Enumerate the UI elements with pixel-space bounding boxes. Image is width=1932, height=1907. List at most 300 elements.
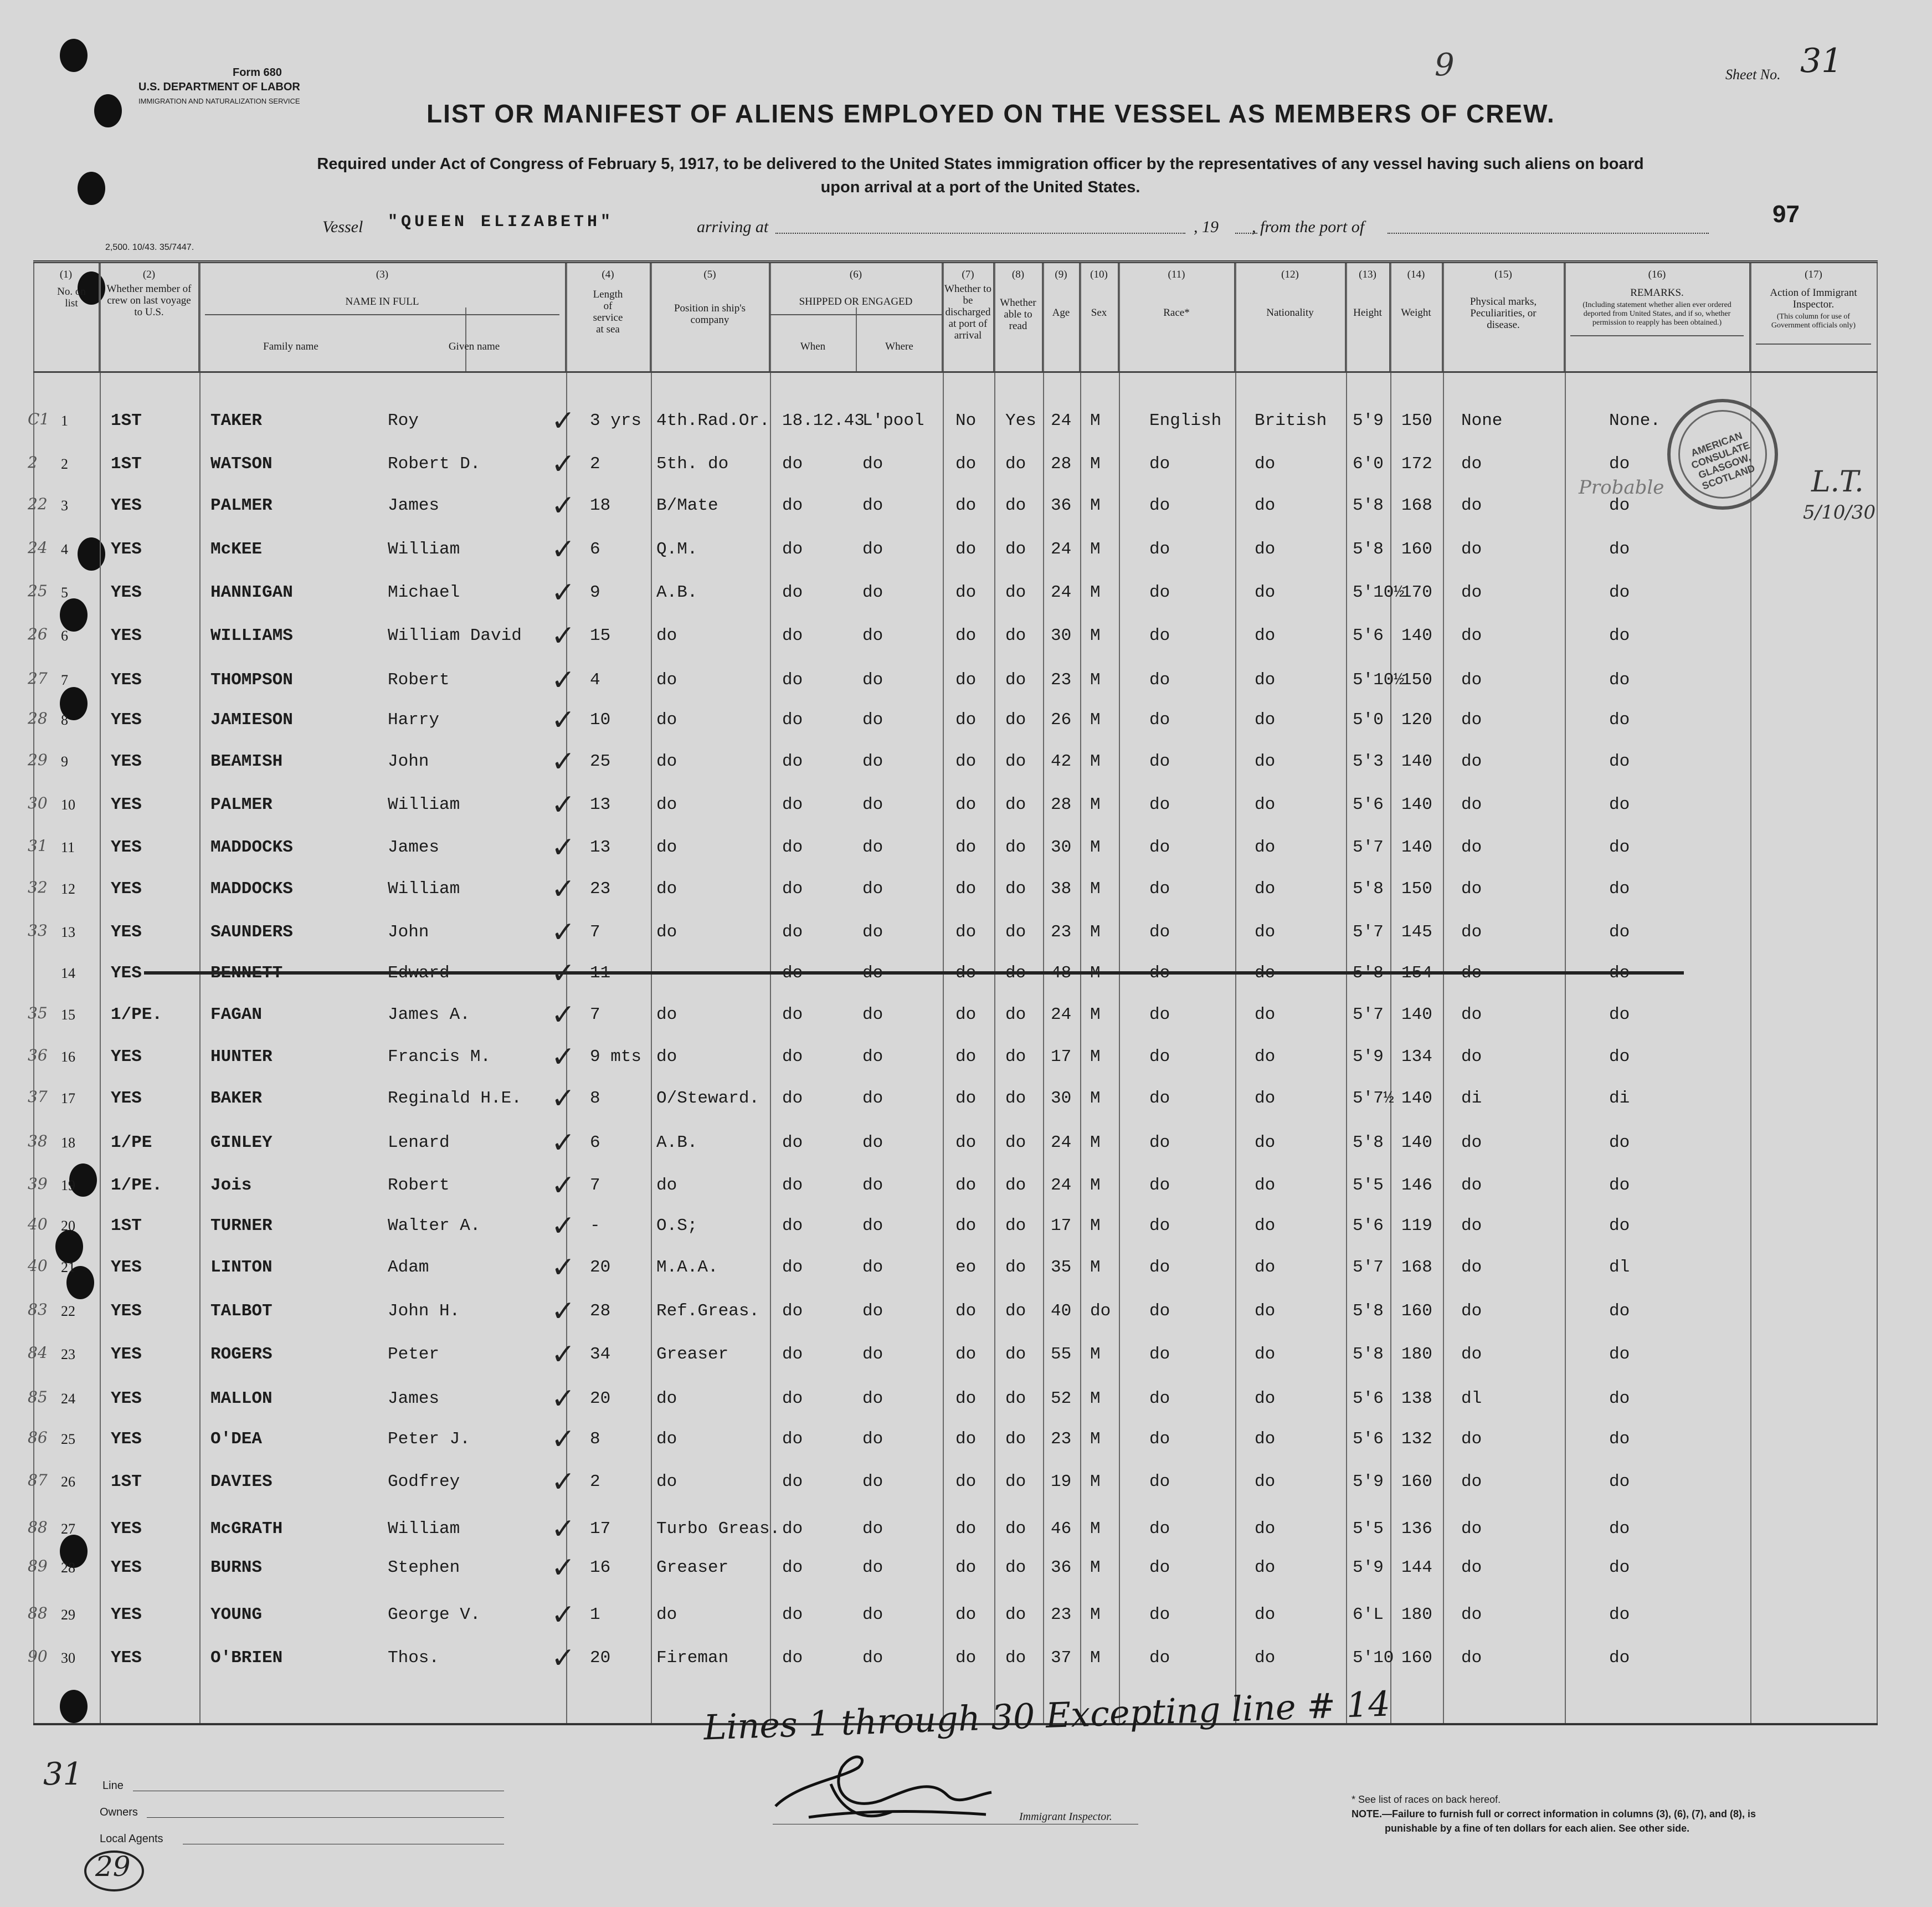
row-number-cell: 22 (61, 1303, 75, 1319)
physical-marks-cell: do (1461, 1258, 1482, 1277)
weight-cell: 150 (1401, 879, 1432, 899)
age-cell: 24 (1051, 1176, 1072, 1195)
nationality-cell: do (1255, 795, 1276, 814)
length-of-service-cell: 13 (590, 795, 611, 814)
sex-cell: M (1090, 1258, 1101, 1277)
height-cell: 5'9 (1353, 1472, 1384, 1491)
checkmark-icon: ✓ (551, 1382, 576, 1416)
circled-mark-value: 29 (95, 1850, 131, 1883)
physical-marks-cell: do (1461, 752, 1482, 771)
margin-number: 84 (28, 1344, 48, 1362)
weight-cell: 168 (1401, 496, 1432, 515)
length-of-service-cell: 9 mts (590, 1047, 642, 1067)
row-number-cell: 6 (61, 628, 68, 644)
shipped-where-cell: do (862, 496, 883, 515)
able-to-read-cell: do (1005, 838, 1026, 857)
length-of-service-cell: 18 (590, 496, 611, 515)
nationality-cell: do (1255, 626, 1276, 645)
crew-last-voyage-cell: 1/PE. (111, 1176, 163, 1195)
col-header-13: (13) Height (1346, 263, 1390, 371)
able-to-read-cell: do (1005, 496, 1026, 515)
top-mark: 9 (1435, 47, 1455, 83)
length-of-service-cell: 11 (590, 963, 611, 983)
position-cell: do (656, 1429, 677, 1449)
race-cell: do (1149, 1389, 1170, 1408)
weight-cell: 119 (1401, 1216, 1432, 1236)
able-to-read-cell: do (1005, 1047, 1026, 1067)
length-of-service-cell: 20 (590, 1389, 611, 1408)
family-name-cell: BAKER (210, 1089, 263, 1108)
given-name-cell: John H. (388, 1301, 460, 1321)
family-name-cell: WILLIAMS (210, 626, 293, 645)
crew-last-voyage-cell: YES (111, 1605, 142, 1624)
weight-cell: 136 (1401, 1519, 1432, 1539)
sex-cell: M (1090, 922, 1101, 942)
shipped-where-cell: do (862, 1519, 883, 1539)
crew-last-voyage-cell: 1/PE (111, 1133, 152, 1152)
given-name-cell: James (388, 838, 440, 857)
shipped-when-cell: do (782, 1047, 803, 1067)
race-cell: do (1149, 963, 1170, 983)
physical-marks-cell: do (1461, 626, 1482, 645)
length-of-service-cell: 23 (590, 879, 611, 899)
year-prefix: , 19 (1194, 218, 1219, 236)
position-cell: do (656, 1176, 677, 1195)
able-to-read-cell: do (1005, 1258, 1026, 1277)
given-name-cell: Stephen (388, 1558, 460, 1577)
length-of-service-cell: 2 (590, 1472, 600, 1491)
family-name-cell: MALLON (210, 1389, 273, 1408)
shipped-where-cell: do (862, 626, 883, 645)
family-name-cell: HUNTER (210, 1047, 273, 1067)
able-to-read-cell: do (1005, 583, 1026, 602)
nationality-cell: do (1255, 583, 1276, 602)
given-name-cell: Robert D. (388, 454, 481, 474)
remarks-cell: do (1609, 1176, 1630, 1195)
col-header-8: (8) Whether able to read (994, 263, 1043, 371)
length-of-service-cell: 7 (590, 1005, 600, 1024)
sex-cell: M (1090, 454, 1101, 474)
to-be-discharged-cell: do (955, 540, 977, 559)
table-row (28, 1126, 1878, 1160)
crew-last-voyage-cell: YES (111, 1345, 142, 1364)
height-cell: 5'6 (1353, 795, 1384, 814)
remarks-cell: do (1609, 1648, 1630, 1668)
physical-marks-cell: do (1461, 1472, 1482, 1491)
crew-last-voyage-cell: YES (111, 540, 142, 559)
position-cell: do (656, 879, 677, 899)
shipped-where-cell: do (862, 963, 883, 983)
row-number-cell: 24 (61, 1391, 75, 1407)
weight-cell: 145 (1401, 922, 1432, 942)
sex-cell: do (1090, 1301, 1111, 1321)
physical-marks-cell: do (1461, 670, 1482, 690)
race-cell: do (1149, 583, 1170, 602)
table-row (28, 704, 1878, 737)
nationality-cell: do (1255, 1429, 1276, 1449)
table-row (28, 1551, 1878, 1585)
checkmark-icon: ✓ (551, 1209, 576, 1243)
shipped-when-cell: do (782, 838, 803, 857)
to-be-discharged-cell: do (955, 1005, 977, 1024)
nationality-cell: do (1255, 1519, 1276, 1539)
table-row (28, 576, 1878, 609)
sex-cell: M (1090, 1519, 1101, 1539)
shipped-where-cell: do (862, 1176, 883, 1195)
port-field[interactable] (1388, 233, 1709, 234)
shipped-when-cell: do (782, 879, 803, 899)
shipped-where-cell: do (862, 710, 883, 730)
crew-last-voyage-cell: YES (111, 1429, 142, 1449)
arriving-label: arriving at (697, 218, 769, 236)
family-name-cell: McKEE (210, 540, 263, 559)
position-cell: do (656, 626, 677, 645)
race-cell: do (1149, 1429, 1170, 1449)
height-cell: 5'6 (1353, 626, 1384, 645)
sex-cell: M (1090, 1133, 1101, 1152)
shipped-when-cell: do (782, 963, 803, 983)
lines-note: Lines 1 through 30 Excepting line # 14 (703, 1683, 1391, 1748)
race-cell: do (1149, 496, 1170, 515)
crew-last-voyage-cell: YES (111, 879, 142, 899)
sheet-mark: 31 (43, 1756, 83, 1792)
weight-cell: 140 (1401, 1005, 1432, 1024)
weight-cell: 140 (1401, 838, 1432, 857)
position-cell: 5th. do (656, 454, 729, 474)
family-name-cell: LINTON (210, 1258, 273, 1277)
remarks-cell: do (1609, 1133, 1630, 1152)
crew-last-voyage-cell: 1ST (111, 1472, 142, 1491)
margin-number: C1 (28, 410, 50, 428)
table-row (28, 1513, 1878, 1546)
shipped-where-cell: do (862, 1089, 883, 1108)
physical-marks-cell: do (1461, 922, 1482, 942)
nationality-cell: British (1255, 411, 1327, 430)
race-cell: do (1149, 1258, 1170, 1277)
weight-cell: 172 (1401, 454, 1432, 474)
age-cell: 38 (1051, 879, 1072, 899)
to-be-discharged-cell: do (955, 1472, 977, 1491)
to-be-discharged-cell: do (955, 1648, 977, 1668)
table-row (28, 1642, 1878, 1675)
able-to-read-cell: do (1005, 963, 1026, 983)
physical-marks-cell: do (1461, 1519, 1482, 1539)
race-cell: do (1149, 795, 1170, 814)
shipped-where-cell: do (862, 1345, 883, 1364)
family-name-cell: TURNER (210, 1216, 273, 1236)
remarks-cell: do (1609, 1429, 1630, 1449)
position-cell: do (656, 670, 677, 690)
shipped-when-cell: do (782, 626, 803, 645)
row-number-cell: 3 (61, 498, 68, 514)
shipped-where-cell: do (862, 879, 883, 899)
physical-marks-cell: do (1461, 963, 1482, 983)
height-cell: 5'7 (1353, 838, 1384, 857)
able-to-read-cell: do (1005, 1176, 1026, 1195)
physical-marks-cell: do (1461, 1429, 1482, 1449)
height-cell: 5'5 (1353, 1519, 1384, 1539)
margin-number: 38 (28, 1132, 48, 1150)
arriving-field[interactable] (775, 233, 1185, 234)
able-to-read-cell: do (1005, 752, 1026, 771)
punch-hole (60, 39, 88, 72)
fine-note-1: NOTE.—Failure to furnish full or correct information in columns (3), (6), (7), and (8), is (1352, 1808, 1756, 1819)
physical-marks-cell: None (1461, 411, 1503, 430)
port-label: , from the port of (1252, 218, 1365, 236)
table-row (28, 831, 1878, 864)
shipped-when-cell: do (782, 752, 803, 771)
col-header-15: (15) Physical marks, Peculiarities, or disease. (1443, 263, 1565, 371)
length-of-service-cell: 9 (590, 583, 600, 602)
checkmark-icon: ✓ (551, 448, 576, 481)
row-number-cell: 2 (61, 456, 68, 472)
margin-number: 31 (28, 837, 48, 855)
to-be-discharged-cell: do (955, 1133, 977, 1152)
page-number: 97 (1772, 201, 1800, 228)
sex-cell: M (1090, 496, 1101, 515)
when-header: When (800, 341, 826, 352)
col-header-5: (5) Position in ship's company (651, 263, 770, 371)
race-cell: do (1149, 626, 1170, 645)
crew-last-voyage-cell: 1ST (111, 1216, 142, 1236)
physical-marks-cell: do (1461, 496, 1482, 515)
checkmark-icon: ✓ (551, 533, 576, 566)
remarks-cell: do (1609, 838, 1630, 857)
shipped-when-cell: do (782, 540, 803, 559)
margin-number: 37 (28, 1088, 48, 1106)
able-to-read-cell: do (1005, 1133, 1026, 1152)
vessel-name: "QUEEN ELIZABETH" (388, 213, 614, 232)
family-name-cell: HANNIGAN (210, 583, 293, 602)
height-cell: 5'7 (1353, 1258, 1384, 1277)
sex-cell: M (1090, 1089, 1101, 1108)
family-name-cell: O'BRIEN (210, 1648, 283, 1668)
nationality-cell: do (1255, 1472, 1276, 1491)
length-of-service-cell: 16 (590, 1558, 611, 1577)
position-cell: B/Mate (656, 496, 718, 515)
crew-last-voyage-cell: 1/PE. (111, 1005, 163, 1024)
family-name-cell: FAGAN (210, 1005, 263, 1024)
race-cell: do (1149, 1047, 1170, 1067)
table-row (28, 1598, 1878, 1632)
nationality-cell: do (1255, 963, 1276, 983)
sex-cell: M (1090, 583, 1101, 602)
remarks-cell: do (1609, 752, 1630, 771)
crew-last-voyage-cell: YES (111, 670, 142, 690)
col-header-17: (17) Action of Immigrant Inspector. (This column for use of Government officials only) (1750, 263, 1877, 371)
shipped-when-cell: 18.12.43 (782, 411, 865, 430)
line-label: Line (102, 1780, 124, 1792)
col-header-10: (10) Sex (1080, 263, 1119, 371)
subtitle-line-2: upon arrival at a port of the United States. (820, 178, 1140, 196)
sex-cell: M (1090, 670, 1101, 690)
margin-number: 40 (28, 1215, 48, 1233)
able-to-read-cell: do (1005, 1558, 1026, 1577)
margin-number: 35 (28, 1004, 48, 1022)
given-name-cell: Walter A. (388, 1216, 481, 1236)
table-row (28, 619, 1878, 653)
checkmark-icon: ✓ (551, 957, 576, 990)
crew-last-voyage-cell: YES (111, 752, 142, 771)
height-cell: 5'10½ (1353, 670, 1405, 690)
height-cell: 5'0 (1353, 710, 1384, 730)
able-to-read-cell: do (1005, 922, 1026, 942)
able-to-read-cell: do (1005, 1605, 1026, 1624)
nationality-cell: do (1255, 496, 1276, 515)
nationality-cell: do (1255, 1176, 1276, 1195)
margin-number: 87 (28, 1471, 48, 1489)
age-cell: 23 (1051, 922, 1072, 942)
race-cell: do (1149, 1176, 1170, 1195)
margin-number: 33 (28, 921, 48, 940)
family-name-cell: ROGERS (210, 1345, 273, 1364)
sex-cell: M (1090, 838, 1101, 857)
shipped-when-cell: do (782, 1301, 803, 1321)
position-cell: Q.M. (656, 540, 698, 559)
margin-number: 83 (28, 1300, 48, 1319)
table-row (28, 1423, 1878, 1456)
subtitle (310, 152, 1651, 199)
shipped-where-cell: do (862, 1301, 883, 1321)
sex-cell: M (1090, 411, 1101, 430)
weight-cell: 168 (1401, 1258, 1432, 1277)
position-cell: A.B. (656, 583, 698, 602)
vessel-label: Vessel (322, 218, 363, 236)
table-row (33, 957, 1878, 990)
shipped-where-cell: L'pool (862, 411, 924, 430)
shipped-when-cell: do (782, 1133, 803, 1152)
physical-marks-cell: do (1461, 1301, 1482, 1321)
crew-last-voyage-cell: YES (111, 1389, 142, 1408)
col-header-12: (12) Nationality (1235, 263, 1346, 371)
to-be-discharged-cell: do (955, 1429, 977, 1449)
length-of-service-cell: 2 (590, 454, 600, 474)
shipped-when-cell: do (782, 1389, 803, 1408)
to-be-discharged-cell: do (955, 710, 977, 730)
height-cell: 5'8 (1353, 496, 1384, 515)
checkmark-icon: ✓ (551, 1598, 576, 1632)
race-cell: do (1149, 454, 1170, 474)
position-cell: do (656, 1605, 677, 1624)
age-cell: 55 (1051, 1345, 1072, 1364)
length-of-service-cell: 15 (590, 626, 611, 645)
given-name-cell: Adam (388, 1258, 429, 1277)
physical-marks-cell: do (1461, 879, 1482, 899)
position-cell: do (656, 838, 677, 857)
nationality-cell: do (1255, 1605, 1276, 1624)
sex-cell: M (1090, 710, 1101, 730)
remarks-cell: dl (1609, 1258, 1630, 1277)
height-cell: 5'6 (1353, 1389, 1384, 1408)
crew-last-voyage-cell: YES (111, 1258, 142, 1277)
height-cell: 5'5 (1353, 1176, 1384, 1195)
length-of-service-cell: 6 (590, 1133, 600, 1152)
table-row (28, 533, 1878, 566)
weight-cell: 160 (1401, 540, 1432, 559)
sex-cell: M (1090, 963, 1101, 983)
to-be-discharged-cell: do (955, 1519, 977, 1539)
row-number-cell: 4 (61, 541, 68, 557)
race-cell: do (1149, 838, 1170, 857)
height-cell: 5'7 (1353, 922, 1384, 942)
crew-last-voyage-cell: YES (111, 1089, 142, 1108)
given-name-cell: Robert (388, 1176, 450, 1195)
physical-marks-cell: do (1461, 1558, 1482, 1577)
able-to-read-cell: do (1005, 670, 1026, 690)
shipped-where-cell: do (862, 838, 883, 857)
given-name-cell: William David (388, 626, 522, 645)
margin-number: 26 (28, 625, 48, 643)
nationality-cell: do (1255, 1005, 1276, 1024)
physical-marks-cell: do (1461, 838, 1482, 857)
to-be-discharged-cell: do (955, 1389, 977, 1408)
position-cell: 4th.Rad.Or. (656, 411, 770, 430)
race-cell: do (1149, 1005, 1170, 1024)
race-cell: English (1149, 411, 1222, 430)
weight-cell: 120 (1401, 710, 1432, 730)
margin-number: 85 (28, 1388, 48, 1406)
row-number-cell: 12 (61, 881, 75, 897)
age-cell: 17 (1051, 1216, 1072, 1236)
shipped-when-cell: do (782, 1005, 803, 1024)
weight-cell: 140 (1401, 795, 1432, 814)
position-cell: do (656, 1389, 677, 1408)
shipped-when-cell: do (782, 1216, 803, 1236)
shipped-where-cell: do (862, 795, 883, 814)
crew-last-voyage-cell: YES (111, 1047, 142, 1067)
checkmark-icon: ✓ (551, 576, 576, 609)
shipped-when-cell: do (782, 1472, 803, 1491)
length-of-service-cell: 34 (590, 1345, 611, 1364)
table-row (28, 1169, 1878, 1202)
sex-cell: M (1090, 1389, 1101, 1408)
to-be-discharged-cell: do (955, 626, 977, 645)
margin-number: 86 (28, 1428, 48, 1447)
shipped-when-cell: do (782, 670, 803, 690)
row-number-cell: 14 (61, 965, 75, 981)
inspector-date: 5/10/30 (1803, 501, 1876, 524)
checkmark-icon: ✓ (551, 704, 576, 737)
strikethrough-line (144, 971, 1684, 975)
nationality-cell: do (1255, 670, 1276, 690)
crew-last-voyage-cell: YES (111, 1558, 142, 1577)
nationality-cell: do (1255, 1133, 1276, 1152)
col-header-11: (11) Race* (1119, 263, 1235, 371)
length-of-service-cell: 20 (590, 1258, 611, 1277)
given-name-cell: Roy (388, 411, 419, 430)
age-cell: 42 (1051, 752, 1072, 771)
margin-number: 25 (28, 582, 48, 600)
remarks-cell: do (1609, 879, 1630, 899)
crew-last-voyage-cell: YES (111, 626, 142, 645)
nationality-cell: do (1255, 838, 1276, 857)
race-cell: do (1149, 1648, 1170, 1668)
remarks-cell: do (1609, 1389, 1630, 1408)
inspector-signature (764, 1745, 1019, 1834)
length-of-service-cell: 25 (590, 752, 611, 771)
shipped-when-cell: do (782, 496, 803, 515)
able-to-read-cell: do (1005, 1216, 1026, 1236)
age-cell: 24 (1051, 583, 1072, 602)
family-name-cell: WATSON (210, 454, 273, 474)
weight-cell: 160 (1401, 1472, 1432, 1491)
punch-hole (94, 94, 122, 127)
given-name-cell: William (388, 795, 460, 814)
given-name-cell: William (388, 1519, 460, 1539)
physical-marks-cell: do (1461, 1345, 1482, 1364)
position-cell: Greaser (656, 1558, 729, 1577)
col-header-9: (9) Age (1043, 263, 1080, 371)
